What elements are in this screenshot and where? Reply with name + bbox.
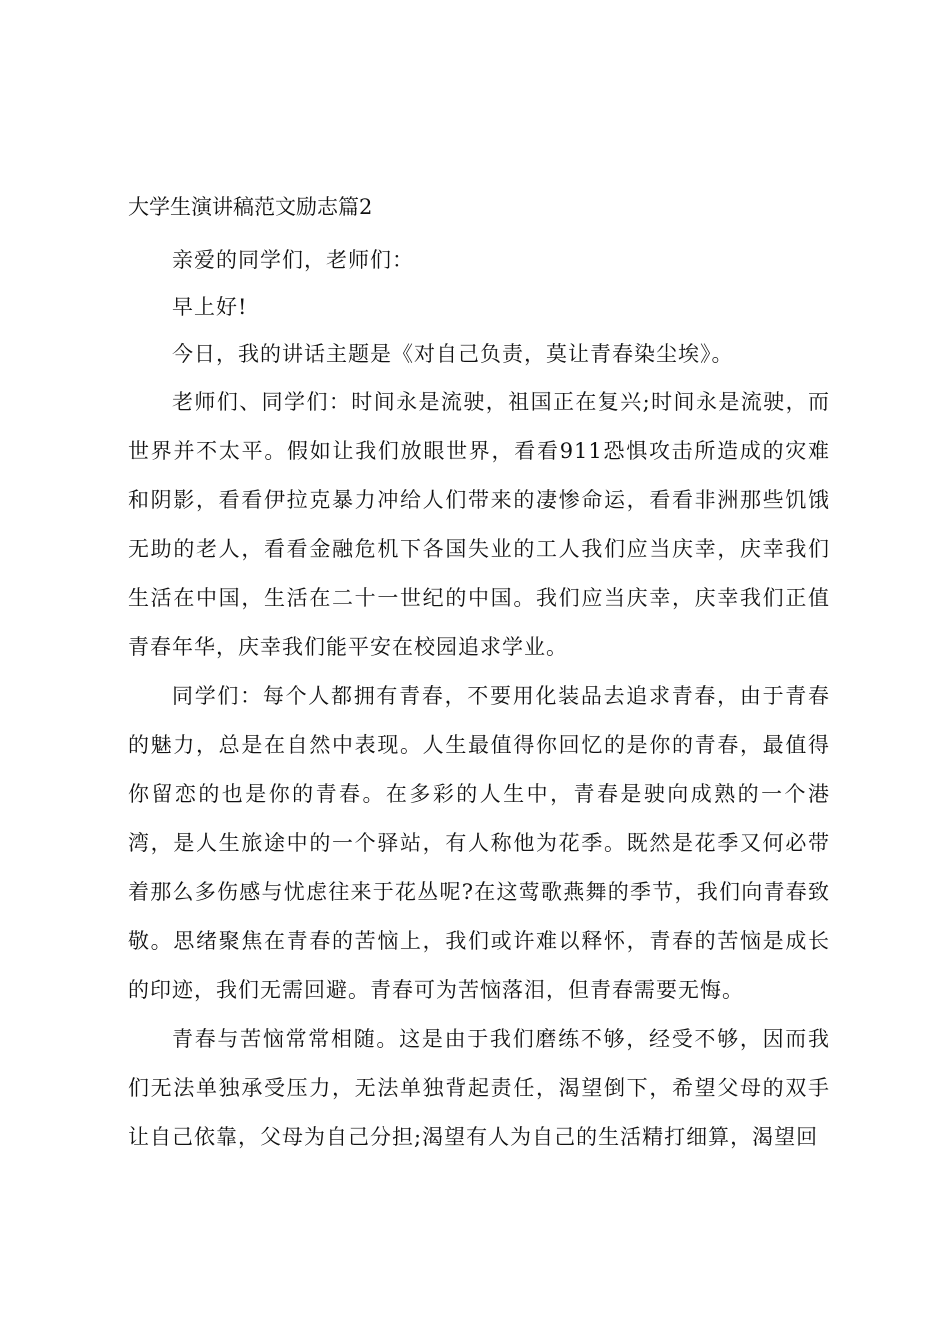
paragraph-body: 同学们：每个人都拥有青春，不要用化装品去追求青春，由于青春的魅力，总是在自然中表现。人生最值得你回忆的是你的青春，最值得你留恋的也是你的青春。在多彩的人生中，青春是驶向成熟的一个港湾，是人生旅途中的一个驿站，有人称他为花季。既然是花季又何必带着那么多伤感与忧虑往来于花丛呢?在这莺歌燕舞的季节，我们向青春致敬。思绪聚焦在青春的苦恼上，我们或许难以释怀，青春的苦恼是成长的印迹，我们无需回避。青春可为苦恼落泪，但青春需要无悔。: [128, 684, 830, 1002]
document-body: [128, 188, 830, 1162]
paragraph-good-morning: 早上好!: [172, 295, 248, 319]
document-title: 大学生演讲稿范文励志篇2: [128, 195, 373, 219]
paragraph-topic: 今日，我的讲话主题是《对自己负责，莫让青春染尘埃》。: [172, 342, 734, 366]
paragraph-body: 青春与苦恼常常相随。这是由于我们磨练不够，经受不够，因而我们无法单独承受压力，无法单独背起责任，渴望倒下，希望父母的双手让自己依靠，父母为自己分担;渴望有人为自己的生活精打细算，渴望回: [128, 1027, 830, 1149]
paragraph-body: 老师们、同学们：时间永是流驶，祖国正在复兴;时间永是流驶，而世界并不太平。假如让我们放眼世界，看看911恐惧攻击所造成的灾难和阴影，看看伊拉克暴力冲给人们带来的凄惨命运，看看非洲那些饥饿无助的老人，看看金融危机下各国失业的工人我们应当庆幸，庆幸我们生活在中国，生活在二十一世纪的中国。我们应当庆幸，庆幸我们正值青春年华，庆幸我们能平安在校园追求学业。: [128, 390, 830, 659]
paragraph-greeting: 亲爱的同学们，老师们：: [172, 248, 414, 272]
